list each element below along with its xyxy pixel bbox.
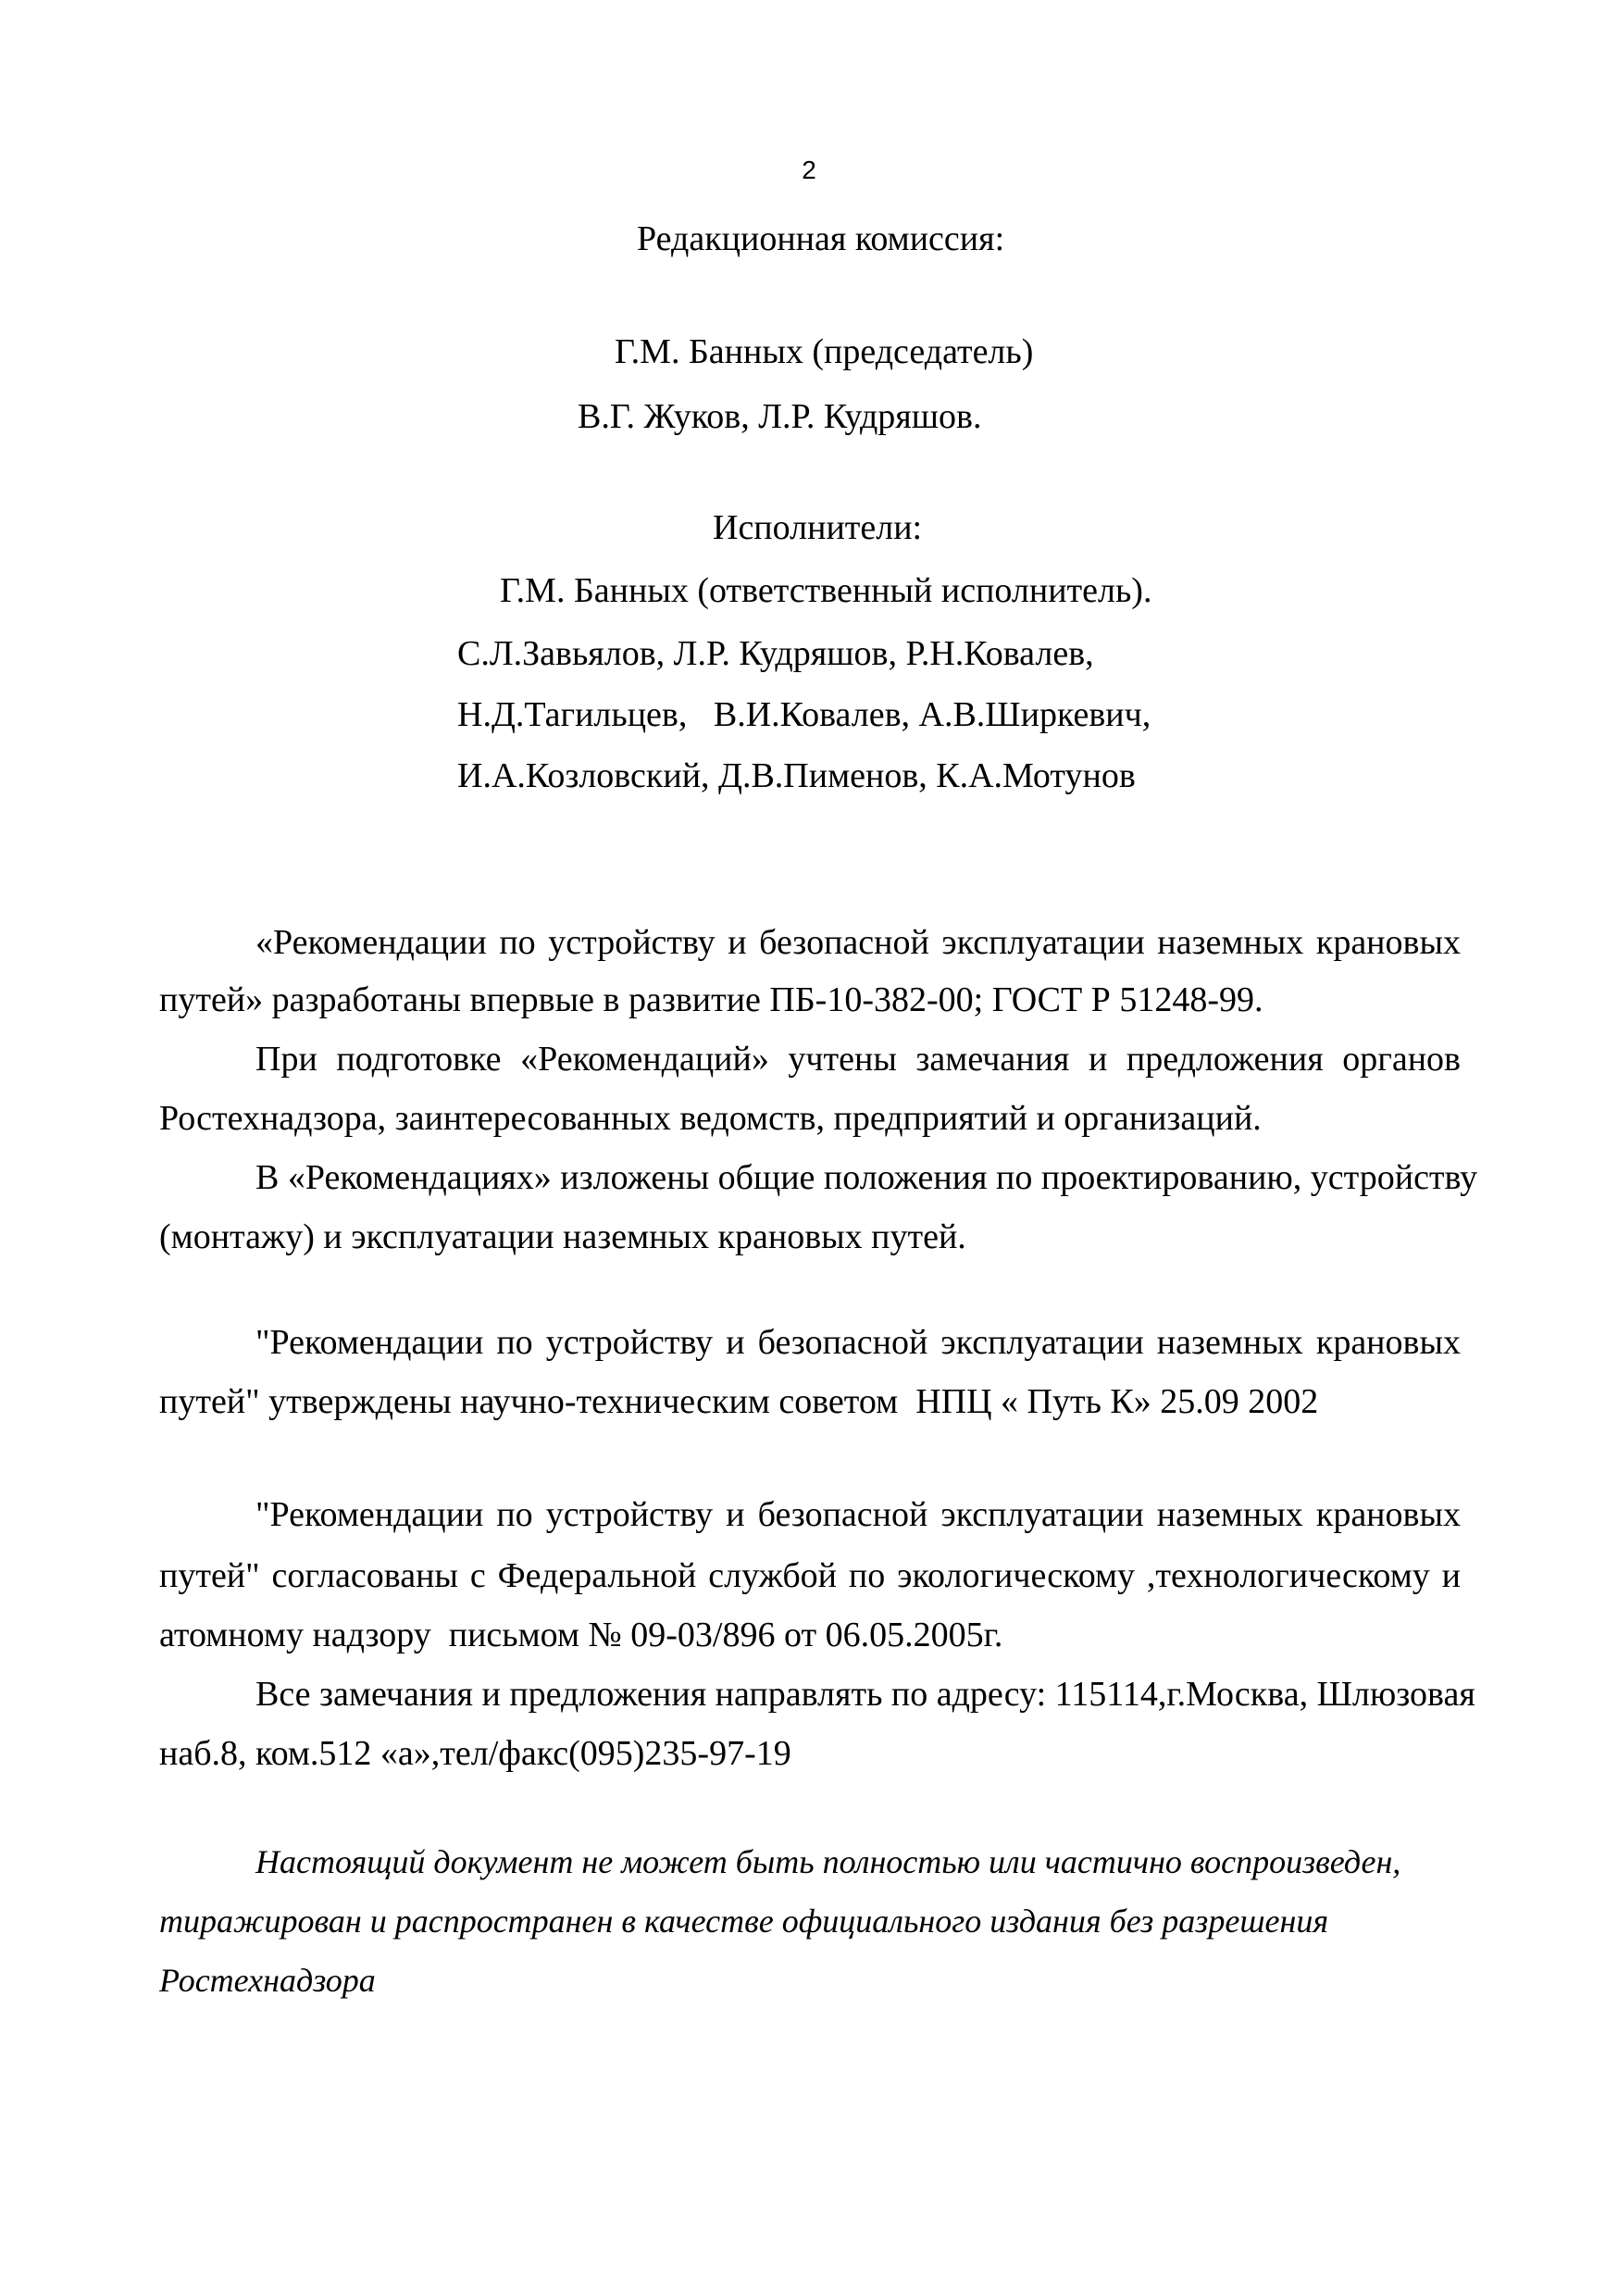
paragraph-5-line-3: атомному надзору письмом № 09-03/896 от 06.05.2005г. [159,1616,1003,1654]
paragraph-5-line-1: "Рекомендации по устройству и безопасной эксплуатации наземных крановых [255,1495,1461,1534]
paragraph-6-line-1: Все замечания и предложения направлять по адресу: 115114,г.Москва, Шлюзовая [255,1675,1475,1714]
performers-line-4: И.А.Козловский, Д.В.Пименов, К.А.Мотунов [457,756,1136,795]
paragraph-2-line-1: При подготовке «Рекомендаций» учтены замечания и предложения органов [255,1040,1461,1079]
paragraph-6-line-2: наб.8, ком.512 «а»,тел/факс(095)235-97-19 [159,1734,791,1773]
paragraph-4-line-2: путей" утверждены научно-техническим советом НПЦ « Путь К» 25.09 2002 [159,1382,1319,1421]
performers-line-1: Г.М. Банных (ответственный исполнитель). [500,571,1152,610]
paragraph-3-line-2: (монтажу) и эксплуатации наземных крановых путей. [159,1217,966,1256]
paragraph-4-line-1: "Рекомендации по устройству и безопасной эксплуатации наземных крановых [255,1323,1461,1362]
paragraph-5-line-2: путей" согласованы с Федеральной службой по экологическому ,технологическому и [159,1556,1461,1595]
notice-line-1: Настоящий документ не может быть полностью или частично воспроизведен, [255,1843,1401,1880]
performers-heading: Исполнители: [713,508,923,547]
notice-line-2: тиражирован и распространен в качестве официального издания без разрешения [159,1903,1329,1940]
paragraph-1-line-2: путей» разработаны впервые в развитие ПБ-10-382-00; ГОСТ Р 51248-99. [159,980,1263,1019]
page-number: 2 [802,156,816,184]
performers-line-2: С.Л.Завьялов, Л.Р. Кудряшов, Р.Н.Ковалев, [457,634,1094,673]
committee-members: В.Г. Жуков, Л.Р. Кудряшов. [578,397,982,436]
committee-chair: Г.М. Банных (председатель) [615,332,1034,371]
committee-heading: Редакционная комиссия: [637,219,1005,258]
paragraph-2-line-2: Ростехнадзора, заинтересованных ведомств, предприятий и организаций. [159,1099,1262,1138]
performers-line-3: Н.Д.Тагильцев, В.И.Ковалев, А.В.Ширкевич, [457,695,1151,734]
paragraph-3-line-1: В «Рекомендациях» изложены общие положения по проектированию, устройству [255,1158,1478,1197]
paragraph-1-line-1: «Рекомендации по устройству и безопасной эксплуатации наземных крановых [255,923,1461,962]
notice-line-3: Ростехнадзора [159,1962,376,1999]
